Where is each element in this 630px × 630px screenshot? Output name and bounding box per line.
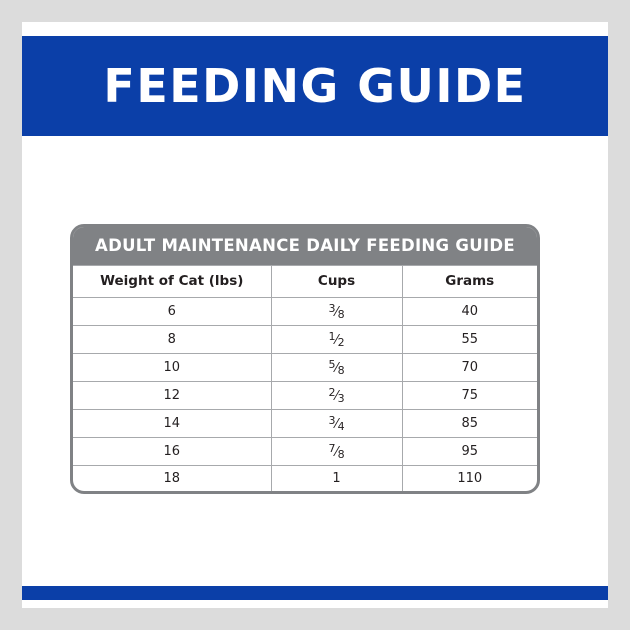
cell-grams: 70 [402, 354, 537, 382]
cell-grams: 40 [402, 298, 537, 326]
cell-weight: 10 [73, 354, 271, 382]
cell-weight: 14 [73, 410, 271, 438]
page-title: FEEDING GUIDE [103, 59, 527, 113]
cell-grams: 95 [402, 438, 537, 466]
table-row [73, 382, 537, 410]
fraction: 1⁄2 [328, 330, 345, 350]
table-row [73, 438, 537, 466]
table-header-row [73, 266, 537, 298]
cell-cups [271, 298, 402, 326]
cell-cups [271, 382, 402, 410]
fraction: 2⁄3 [328, 386, 345, 406]
cell-grams: 75 [402, 382, 537, 410]
feeding-table-card [70, 224, 540, 494]
column-header-grams: Grams [402, 266, 537, 298]
footer-banner [22, 586, 608, 600]
table-row [73, 298, 537, 326]
cell-cups: 1 [271, 466, 402, 492]
table-row [73, 354, 537, 382]
feeding-table [73, 265, 537, 491]
cell-cups [271, 326, 402, 354]
table-row [73, 326, 537, 354]
fraction: 3⁄4 [328, 414, 345, 434]
column-header-weight: Weight of Cat (lbs) [73, 266, 271, 298]
cell-weight: 12 [73, 382, 271, 410]
cell-weight: 18 [73, 466, 271, 492]
cell-grams: 55 [402, 326, 537, 354]
cell-weight: 16 [73, 438, 271, 466]
cell-cups [271, 354, 402, 382]
cell-weight: 6 [73, 298, 271, 326]
fraction: 5⁄8 [328, 358, 345, 378]
cell-cups [271, 438, 402, 466]
table-header [73, 266, 537, 298]
cell-grams: 85 [402, 410, 537, 438]
column-header-cups: Cups [271, 266, 402, 298]
cell-weight: 8 [73, 326, 271, 354]
table-row [73, 466, 537, 492]
header-banner [22, 36, 608, 136]
table-title: ADULT MAINTENANCE DAILY FEEDING GUIDE [73, 227, 537, 265]
fraction: 7⁄8 [328, 442, 345, 462]
cell-cups [271, 410, 402, 438]
document-sheet [22, 22, 608, 608]
table-row [73, 410, 537, 438]
cell-grams: 110 [402, 466, 537, 492]
fraction: 3⁄8 [328, 302, 345, 322]
table-body [73, 298, 537, 492]
